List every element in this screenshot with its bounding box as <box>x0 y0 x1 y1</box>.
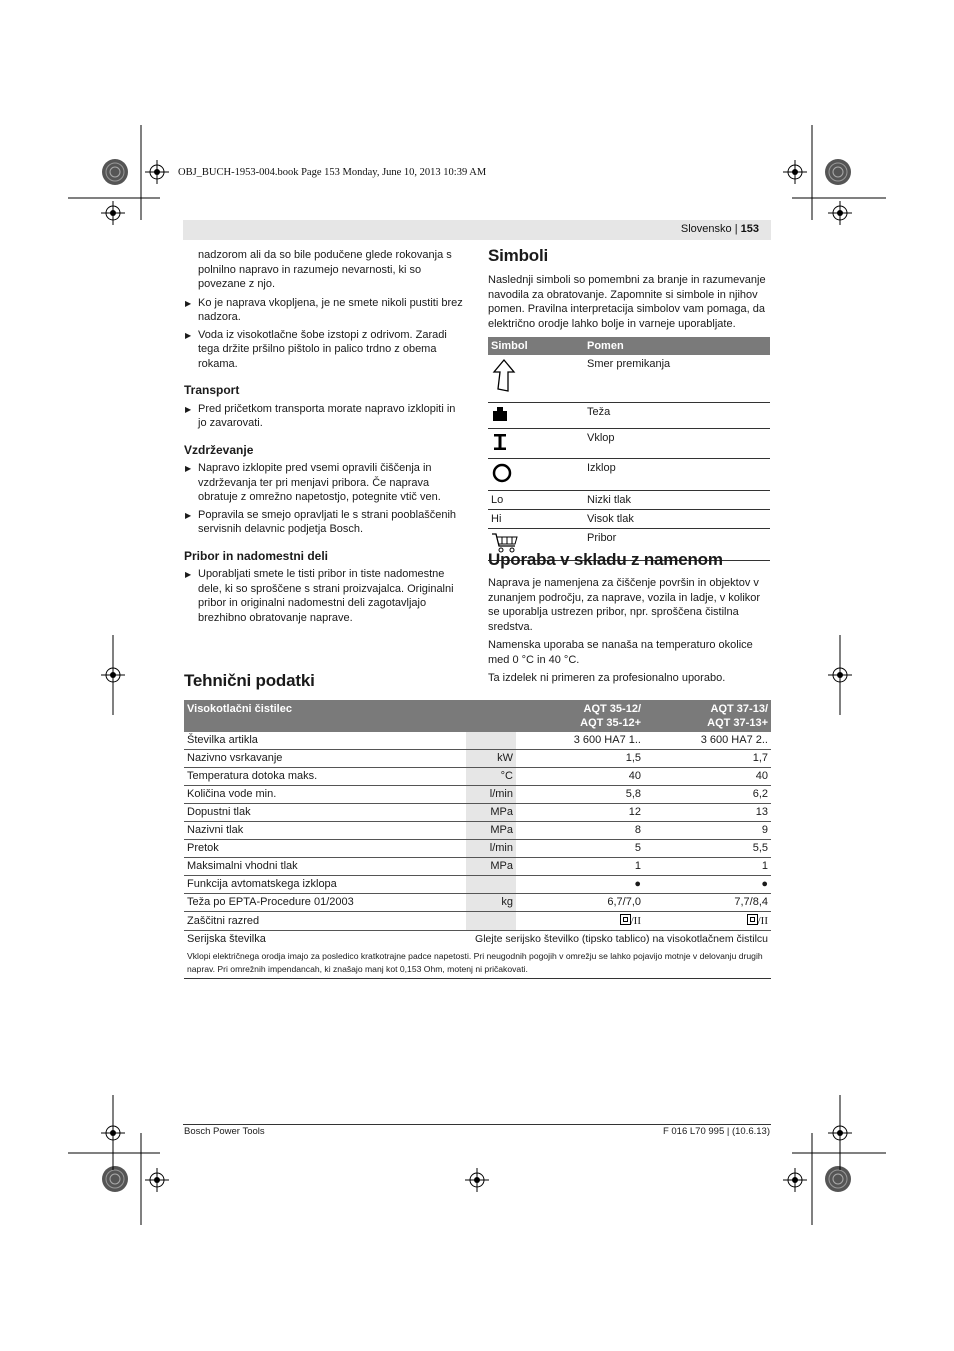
table-row <box>488 459 770 491</box>
maintenance-heading: Vzdrževanje <box>184 442 254 457</box>
bullet-item: ▶ Popravila se smejo opravljati le s strani pooblaščenih servisnih delavnic podjetja Bosch. <box>184 508 466 537</box>
weight-icon <box>491 406 509 422</box>
spec-value-b: 3 600 HA7 2.. <box>644 732 771 750</box>
symbols-table <box>488 337 770 561</box>
spec-unit: l/min <box>466 786 516 804</box>
table-row <box>184 768 771 786</box>
spec-value-a: ● <box>516 876 644 894</box>
spec-label: Temperatura dotoka maks. <box>184 768 466 786</box>
serial-value: Glejte serijsko številko (tipsko tablico) na visokotlačnem čistilcu <box>475 933 768 945</box>
spec-unit: °C <box>466 768 516 786</box>
intended-use-paragraph: Namenska uporaba se nanaša na temperaturo okolice med 0 °C in 40 °C. <box>488 639 753 666</box>
symbol-meaning: Pribor <box>584 529 770 561</box>
spec-unit: MPa <box>466 858 516 876</box>
footer-rule <box>183 1124 771 1125</box>
bullet-item: ▶ Pred pričetkom transporta morate napravo izklopiti in jo zavarovati. <box>184 402 466 431</box>
intended-use-heading: Uporaba v skladu z namenom <box>488 550 723 569</box>
tech-head-label: Visokotlačni čistilec <box>184 700 466 732</box>
table-row <box>184 858 771 876</box>
table-row <box>184 876 771 894</box>
spec-value-b: 7,7/8,4 <box>644 894 771 912</box>
col-symbol: Simbol <box>488 337 584 355</box>
symbol-meaning: Smer premikanja <box>584 355 770 403</box>
footer-left: Bosch Power Tools <box>184 1126 265 1137</box>
spec-unit: kW <box>466 750 516 768</box>
spec-value-a: 6,7/7,0 <box>516 894 644 912</box>
spec-value-b: 5,5 <box>644 840 771 858</box>
spec-label: Serijska številka <box>187 933 266 945</box>
table-row <box>488 491 770 510</box>
arrow-up-icon <box>491 358 517 394</box>
left-column <box>184 248 466 628</box>
bullet-item: ▶ Voda iz visokotlačne šobe izstopi z odrivom. Zaradi tega držite pršilno pištolo in palico trdno z obema rokama. <box>184 328 466 372</box>
spec-value-a: 40 <box>516 768 644 786</box>
spec-label: Teža po EPTA-Procedure 01/2003 <box>184 894 466 912</box>
spec-label: Maksimalni vhodni tlak <box>184 858 466 876</box>
symbol-text: Hi <box>488 510 584 529</box>
spec-unit <box>466 912 516 931</box>
protection-class-text: /II <box>630 915 641 927</box>
table-row <box>184 822 771 840</box>
table-row <box>184 840 771 858</box>
spec-value-a: 5,8 <box>516 786 644 804</box>
spec-label: Dopustni tlak <box>184 804 466 822</box>
spec-label: Funkcija avtomatskega izklopa <box>184 876 466 894</box>
table-row <box>184 804 771 822</box>
spec-value-b: ● <box>644 876 771 894</box>
footer-right: F 016 L70 995 | (10.6.13) <box>662 1126 770 1137</box>
spec-value-a: 3 600 HA7 1.. <box>516 732 644 750</box>
spec-label: Pretok <box>184 840 466 858</box>
symbol-text: Lo <box>488 491 584 510</box>
power-on-icon <box>491 432 509 452</box>
protection-class-icon <box>747 914 758 925</box>
page-header: Slovensko | 153 <box>680 223 759 235</box>
protection-class-text: /II <box>757 915 768 927</box>
print-line: OBJ_BUCH-1953-004.book Page 153 Monday, June 10, 2013 10:39 AM <box>178 167 487 178</box>
spec-value-b: 40 <box>644 768 771 786</box>
spec-unit <box>466 732 516 750</box>
tech-footnote: Vklopi električnega orodja imajo za posledico kratkotrajne padce napetosti. Pri neugodnih pogojih v omrežju se lahko pojavijo motnje v delovanju drugih naprav. Pri omrežnih impendancah, ki znašajo manj kot 0,153 Ohm, motenj ni pričakovati. <box>184 948 771 979</box>
protection-class-icon <box>620 914 631 925</box>
table-row <box>184 786 771 804</box>
spec-value-a: 1,5 <box>516 750 644 768</box>
model-a-line: AQT 35-12/ <box>583 703 641 715</box>
intended-use-paragraph: Naprava je namenjena za čiščenje površin in objektov v zunanjem področju, za naprave, vozila in ladje, v kolikor se uporablja ustrezen pribor, npr. sproščena čistilna sredstva. <box>488 577 761 633</box>
table-row <box>488 403 770 429</box>
spec-label: Količina vode min. <box>184 786 466 804</box>
spec-value-a: 12 <box>516 804 644 822</box>
symbols-heading: Simboli <box>488 246 548 265</box>
model-a-line: AQT 35-12+ <box>580 717 641 729</box>
symbols-intro: Naslednji simboli so pomembni za branje in razumevanje navodila za obratovanje. Zapomnite si simbole in njihov pomen. Pravilna interpretacija simbolov vam pomaga, da električno orodje lahko bolje in varneje uporabljate. <box>488 274 766 330</box>
table-row <box>184 948 771 979</box>
spec-value-a: 8 <box>516 822 644 840</box>
header-language: Slovensko <box>680 223 732 235</box>
tech-heading: Tehnični podatki <box>184 671 315 690</box>
page-header-bar <box>183 220 771 240</box>
spec-value-a <box>516 912 644 931</box>
table-row <box>184 732 771 750</box>
spec-unit: MPa <box>466 822 516 840</box>
spec-value-a: 1 <box>516 858 644 876</box>
intro-continuation: nadzorom ali da so bile podučene glede rokovanja s polnilno napravo in razumejo nevarnosti, ki so povezane z njo. <box>198 249 452 290</box>
spec-unit: kg <box>466 894 516 912</box>
symbol-meaning: Vklop <box>584 429 770 459</box>
intended-use-body <box>488 576 770 690</box>
model-a-header <box>516 700 644 732</box>
spec-value-b: 9 <box>644 822 771 840</box>
table-row <box>184 912 771 931</box>
spec-value-a: 5 <box>516 840 644 858</box>
spec-label: Številka artikla <box>184 732 466 750</box>
spec-label: Nazivni tlak <box>184 822 466 840</box>
spec-value-b: 6,2 <box>644 786 771 804</box>
symbol-meaning: Nizki tlak <box>584 491 770 510</box>
spec-value-b <box>644 912 771 931</box>
tech-table <box>184 700 771 979</box>
bullet-item: ▶ Uporabljati smete le tisti pribor in tiste nadomestne dele, ki so sproščene s strani proizvajalca. Originalni pribor in originalni nadomestni deli zagotavljajo brezhibno obratovanje naprave. <box>184 567 466 625</box>
spec-label: Zaščitni razred <box>184 912 466 931</box>
page-number: 153 <box>740 223 759 235</box>
spec-unit: MPa <box>466 804 516 822</box>
table-row <box>184 750 771 768</box>
table-row <box>488 429 770 459</box>
symbol-meaning: Izklop <box>584 459 770 491</box>
intended-use-paragraph: Ta izdelek ni primeren za profesionalno uporabo. <box>488 672 726 684</box>
table-row <box>488 510 770 529</box>
col-meaning: Pomen <box>584 337 770 355</box>
bullet-item: ▶ Ko je naprava vkopljena, je ne smete nikoli pustiti brez nadzora. <box>184 296 466 325</box>
spec-value-b: 1 <box>644 858 771 876</box>
spec-unit <box>466 876 516 894</box>
table-row <box>488 355 770 403</box>
model-b-header <box>644 700 771 732</box>
spec-value-b: 1,7 <box>644 750 771 768</box>
spec-unit: l/min <box>466 840 516 858</box>
table-row <box>184 894 771 912</box>
symbol-meaning: Teža <box>584 403 770 429</box>
bullet-item: ▶ Napravo izklopite pred vsemi opravili čiščenja in vzdrževanja ter pri menjavi pribora. Če naprava obratuje z omrežno napetostjo, potegnite vtič ven. <box>184 461 466 505</box>
table-row <box>184 931 771 949</box>
accessories-heading: Pribor in nadomestni deli <box>184 548 329 563</box>
spec-value-b: 13 <box>644 804 771 822</box>
power-off-icon <box>491 462 513 484</box>
symbol-meaning: Visok tlak <box>584 510 770 529</box>
spec-label: Nazivno vsrkavanje <box>184 750 466 768</box>
model-b-line: AQT 37-13/ <box>710 703 768 715</box>
transport-heading: Transport <box>184 383 240 397</box>
model-b-line: AQT 37-13+ <box>707 717 768 729</box>
